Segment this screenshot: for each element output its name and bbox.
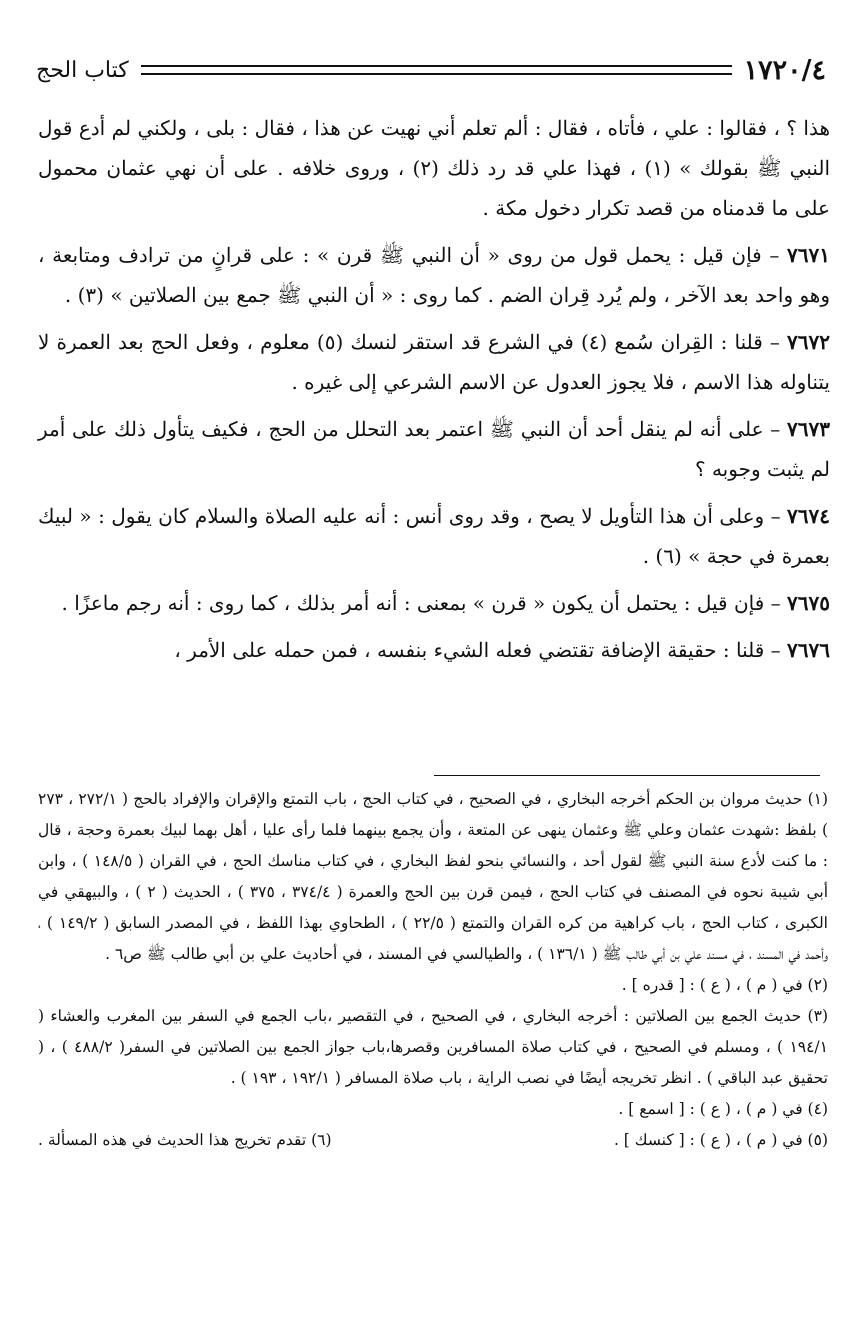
paragraph-7676 (38, 630, 830, 670)
footnote-4: (٤) في ( م ) ، ( ع ) : [ اسمع ] . (618, 1100, 828, 1118)
paragraph-text: – قلنا : حقيقة الإضافة تقتضي فعله الشيء بنفسه ، فمن حمله على الأمر ، (174, 638, 788, 662)
footnote-1: (١) حديث مروان بن الحكم أخرجه البخاري ، في الصحيح ، في كتاب الحج ، باب التمتع والإقران والإفراد بالحج ( ٢٧٢/١ ، ٢٧٣ ) بلفظ :شهدت عثمان وعلي ﷺ وعثمان ينهى عن المتعة ، وأن يجمع بينهما فلما رأى عليا ، أهل بهما لبيك بعمرة وحجة ، قال : ما كنت لأدع سنة النبي ﷺ لقول أحد ، والنسائي بنحو لفظ البخاري ، في كتاب مناسك الحج ، في القران ( ١٤٨/٥ ) ، وابن أبي شيبة نحوه في المصنف في كتاب الحج ، فيمن قرن بين الحج والعمرة ( ٣٧٤/٤ ، ٣٧٥ ) ، الحديث ( ٢ ) ، والبيهقي في الكبرى ، كتاب الحج ، باب كراهية من كره القران والتمتع ( ٢٢/٥ ) ، الطحاوي بهذا اللفظ ، في المصدر السابق ( ١٤٩/٢ ) ، وأحمد في المسند ، في مسند علي بن أبي طالب ﷺ ( ١٣٦/١ ) ، والطيالسي في المسند ، في أحاديث علي بن أبي طالب ﷺ ص٦ . (38, 790, 829, 963)
footnote-row (38, 1125, 828, 1156)
running-header (36, 50, 826, 90)
paragraph-number: ٧٦٧٥ (787, 591, 830, 615)
paragraph-text: – وعلى أن هذا التأويل لا يصح ، وقد روى أنس : أنه عليه الصلاة والسلام كان يقول : « لبيك بعمرة في حجة » (٦) . (38, 504, 830, 568)
footnote-3: (٣) حديث الجمع بين الصلاتين : أخرجه البخاري ، في الصحيح ، في التقصير ،باب الجمع في السفر بين المغرب والعشاء ( ١٩٤/١ ) ، ومسلم في الصحيح ، في كتاب صلاة المسافرين وقصرها،باب جواز الجمع بين الصلاتين في السفر( ٤٨٨/٢ ) ، ( تحقيق عبد الباقي ) . انظر تخريجه أيضًا في نصب الراية ، باب صلاة المسافر ( ١٩٢/١ ، ١٩٣ ) . (38, 1007, 828, 1087)
paragraph-number: ٧٦٧١ (787, 243, 830, 267)
paragraph-number: ٧٦٧٢ (787, 330, 830, 354)
paragraph-continuation: هذا ؟ ، فقالوا : علي ، فأتاه ، فقال : ألم تعلم أني نهيت عن هذا ، فقال : بلى ، ولكني لم أدع قول النبي ﷺ بقولك » (١) ، فهذا علي قد رد ذلك (٢) ، وروى خلافه . على أن نهي عثمان محمول على ما قدمناه من قصد تكرار دخول مكة . (38, 116, 831, 220)
paragraph-text: – فإن قيل : يحمل قول من روى « أن النبي ﷺ قرن » : على قرانٍ من ترادف ومتابعة ، وهو واحد بعد الآخر ، ولم يُرد قِران الضم . كما روى : « أن النبي ﷺ جمع بين الصلاتين » (٣) . (38, 243, 830, 307)
footnote-5: (٥) في ( م ) ، ( ع ) : [ كنسك ] . (613, 1131, 828, 1149)
book-title: كتاب الحج (36, 57, 129, 83)
paragraph-text: – على أنه لم ينقل أحد أن النبي ﷺ اعتمر بعد التحلل من الحج ، فكيف يتأول ذلك على أمر لم يثبت وجوبه ؟ (38, 417, 830, 481)
footnote-6: (٦) تقدم تخريج هذا الحديث في هذه المسألة . (38, 1131, 332, 1149)
main-text (38, 108, 830, 677)
paragraph-7671 (38, 235, 830, 315)
paragraph-text: – قلنا : القِران سُمع (٤) في الشرع قد استقر لنسك (٥) معلوم ، وفعل الحج بعد العمرة لا يتناوله هذا الاسم ، فلا يجوز العدول عن الاسم الشرعي إلى غيره . (38, 330, 830, 394)
footnote-separator (434, 775, 820, 776)
paragraph-7675 (38, 583, 830, 623)
footnotes (38, 784, 828, 1156)
footnote-row (38, 1094, 828, 1125)
paragraph-7673 (38, 409, 830, 489)
page-number: ١٧٢٠/٤ (743, 54, 826, 86)
paragraph-7674 (38, 496, 830, 576)
paragraph-7672 (38, 322, 830, 402)
footnote-2: (٢) في ( م ) ، ( ع ) : [ قدره ] . (621, 976, 828, 994)
paragraph-text: – فإن قيل : يحتمل أن يكون « قرن » بمعنى : أنه أمر بذلك ، كما روى : أنه رجم ماعزًا . (61, 591, 788, 615)
paragraph-number: ٧٦٧٦ (787, 638, 830, 662)
header-double-rule (141, 65, 732, 75)
paragraph-number: ٧٦٧٤ (787, 504, 830, 528)
paragraph-number: ٧٦٧٣ (787, 417, 830, 441)
